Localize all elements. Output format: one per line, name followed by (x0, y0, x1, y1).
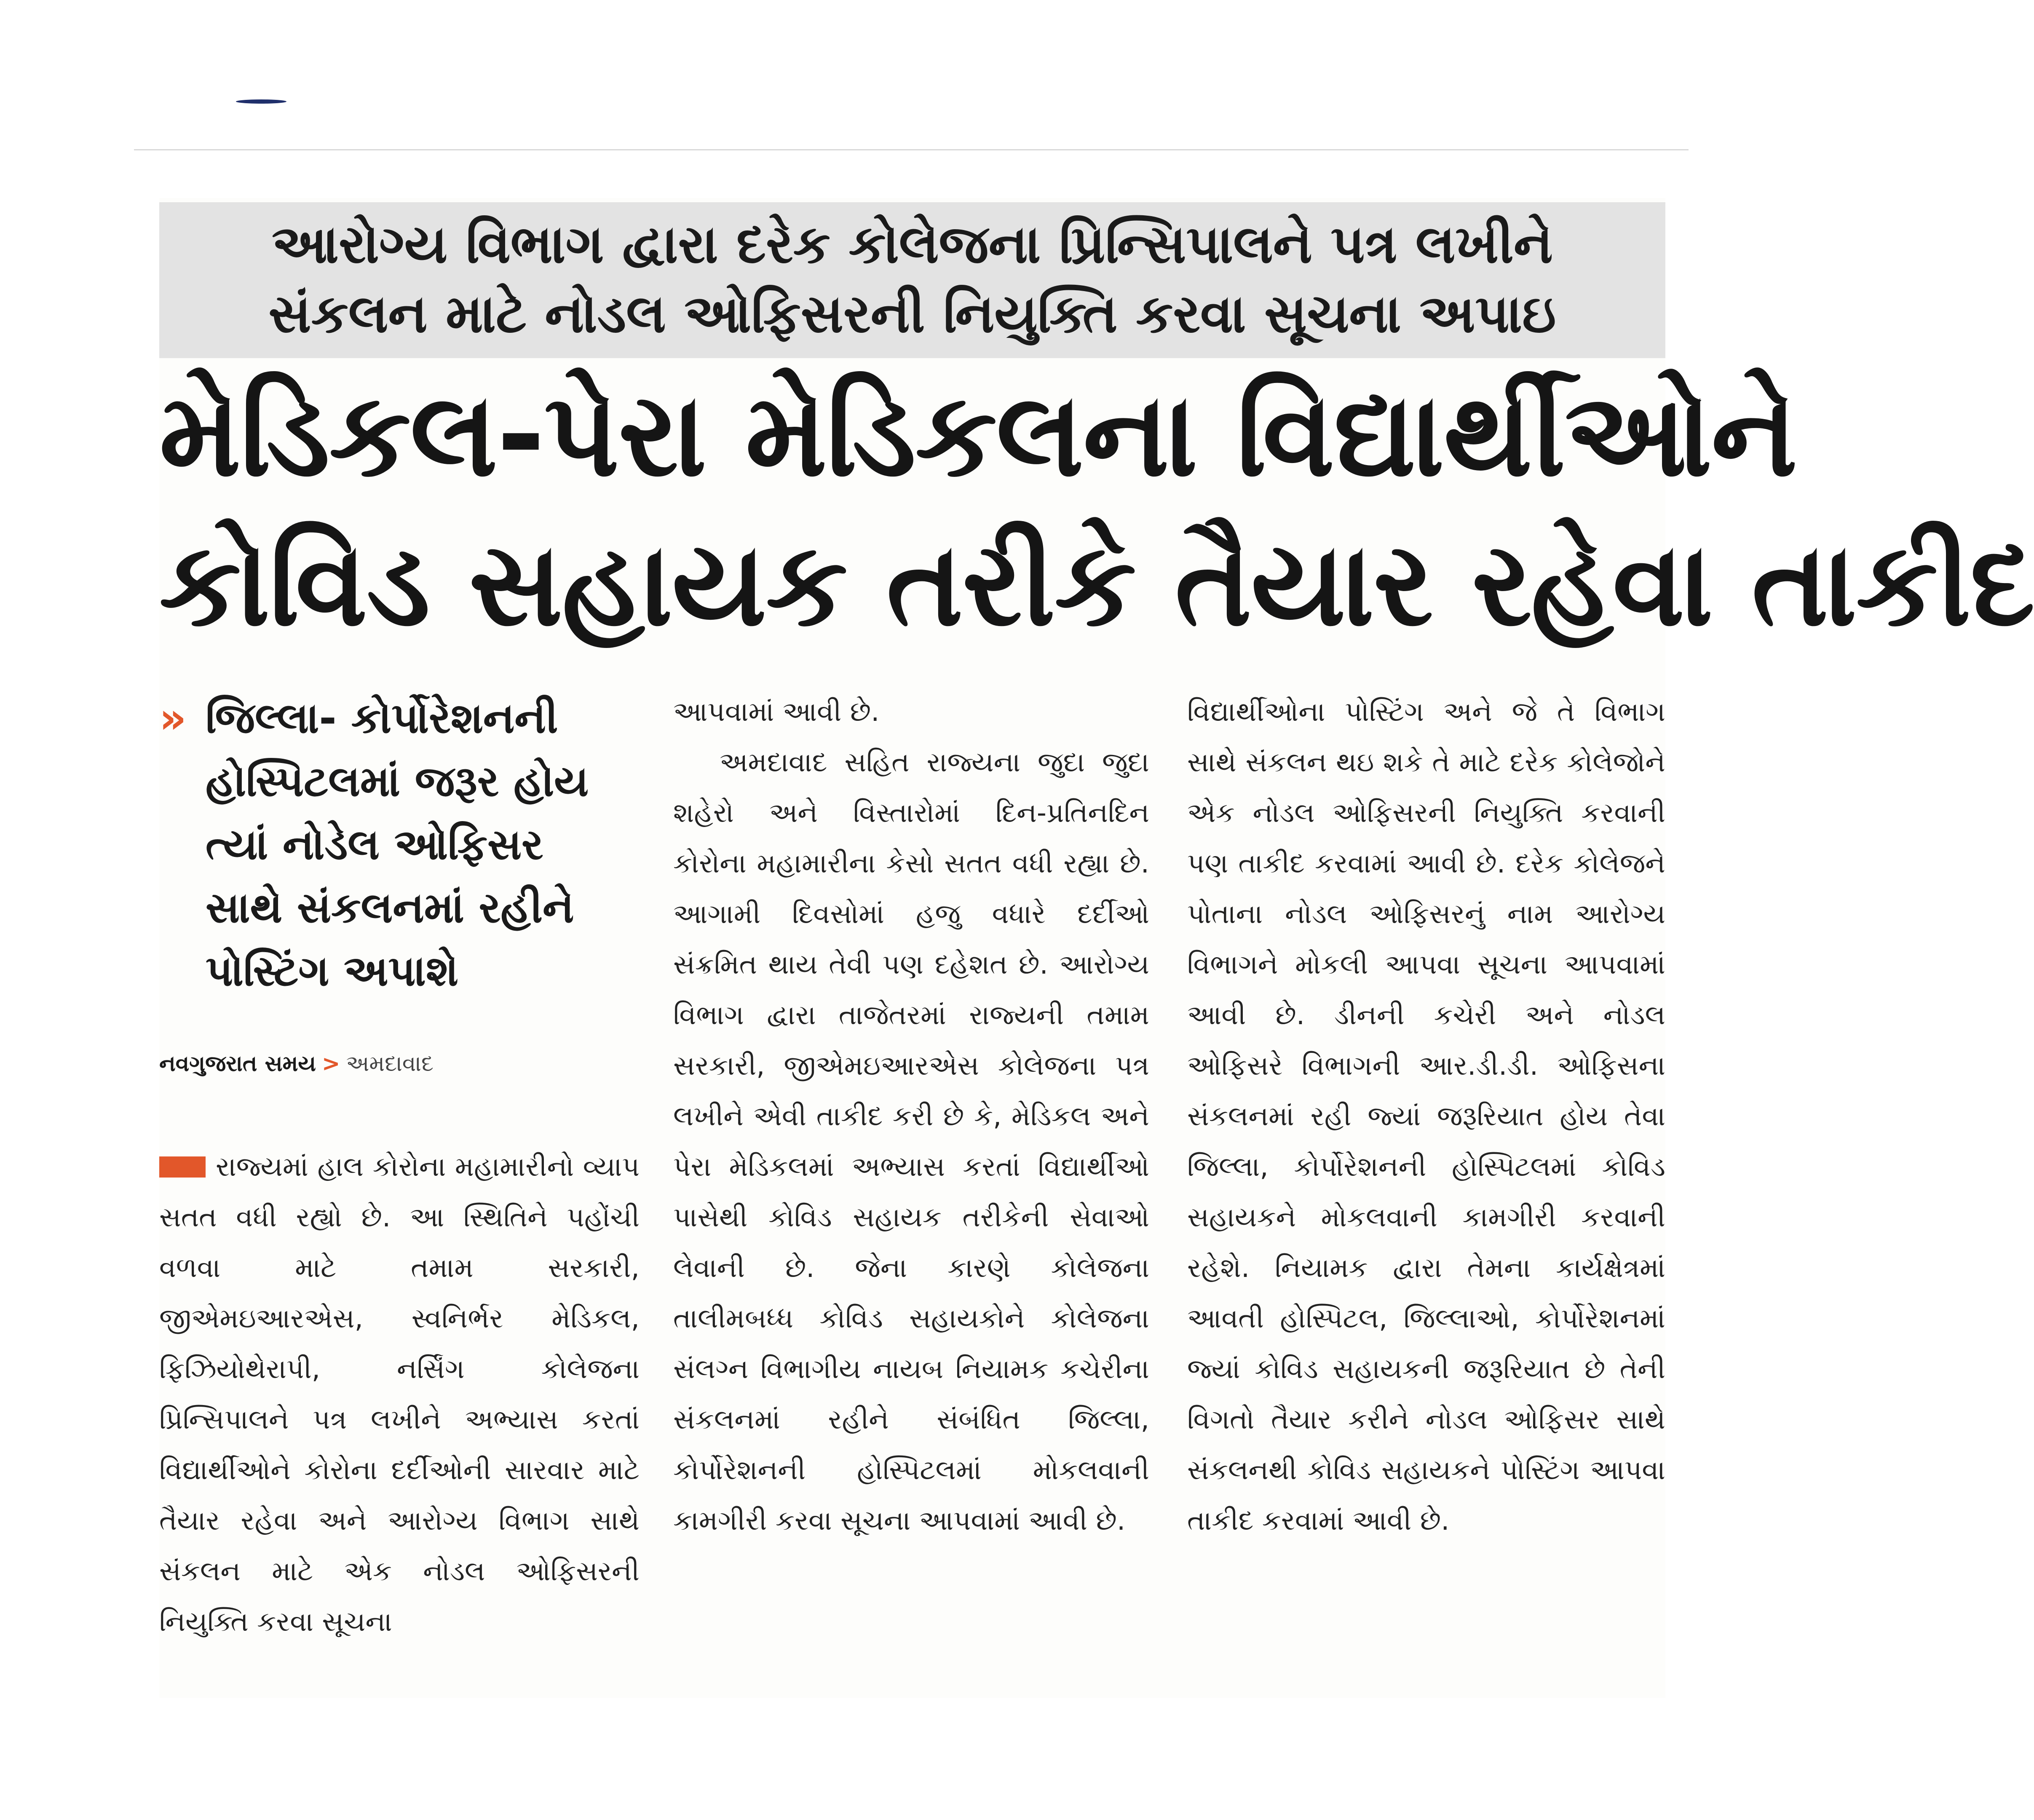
news-clipping (159, 198, 2034, 1698)
kicker-line-1: આરોગ્ય વિભાગ દ્વારા દરેક કોલેજના પ્રિન્સિપાલને પત્ર લખીને (271, 214, 1553, 275)
deck-line-5: પોસ્ટિંગ અપાશે (206, 946, 459, 996)
body-text-3: વિદ્યાર્થીઓના પોસ્ટિંગ અને જે તે વિભાગ સાથે સંકલન થઇ શકે તે માટે દરેક કોલેજોને એક નોડલ ઓફિસરની નિયુક્તિ કરવાની પણ તાકીદ કરવામાં આવી છે. દરેક કોલેજને પોતાના નોડલ ઓફિસરનું નામ આરોગ્ય વિભાગને મોકલી આપવા સૂચના આપવામાં આવી છે. ડીનની કચેરી અને નોડલ ઓફિસરે વિભાગની આર.ડી.ડી. ઓફિસના સંકલનમાં રહી જ્યાં જરૂરિયાત હોય તેવા જિલ્લા, કોર્પોરેશનની હોસ્પિટલમાં કોવિડ સહાયકને મોકલવાની કામગીરી કરવાની રહેશે. નિયામક દ્વારા તેમના કાર્યક્ષેત્રમાં આવતી હોસ્પિટલ, જિલ્લાઓ, કોર્પોરેશનમાં જ્યાં કોવિડ સહાયકની જરૂરિયાત છે તેની વિગતો તૈયાર કરીને નોડલ ઓફિસર સાથે સંકલનથી કોવિડ સહાયકને પોસ્ટિંગ આપવા તાકીદ કરવામાં આવી છે. (1187, 696, 1665, 1536)
kicker-line-2: સંકલન માટે નોડલ ઓફિસરની નિયુક્તિ કરવા સૂચના અપાઇ (268, 284, 1556, 345)
deck-line-4: સાથે સંકલનમાં રહીને (206, 883, 574, 932)
deck (159, 687, 640, 1003)
dateline-paper: નવગુજરાત સમય (159, 1051, 316, 1076)
deck-line-2: હોસ્પિટલમાં જરૂર હોય (206, 757, 589, 806)
dateline-city: અમદાવાદ (346, 1051, 434, 1076)
headline-line-1: મેડિકલ-પેરા મેડિકલના વિદ્યાર્થીઓને (159, 367, 1797, 502)
kicker-band (159, 202, 1665, 358)
body-text-2a: આપવામાં આવી છે. (673, 696, 880, 728)
deck-line-3: ત્યાં નોડેલ ઓફિસર (206, 820, 543, 869)
column-2 (673, 687, 1149, 1546)
column-1 (159, 687, 640, 1647)
body-text-2b: અમદાવાદ સહિત રાજ્યના જુદા જુદા શહેરો અને વિસ્તારોમાં દિન-પ્રતિનદિન કોરોના મહામારીના કેસો સતત વધી રહ્યા છે. આગામી દિવસોમાં હજુ વધારે દર્દીઓ સંક્રમિત થાય તેવી પણ દહેશત છે. આરોગ્ય વિભાગ દ્વારા તાજેતરમાં રાજ્યની તમામ સરકારી, જીએમઇઆરએસ કોલેજના પત્ર લખીને એવી તાકીદ કરી છે કે, મેડિકલ અને પેરા મેડિકલમાં અભ્યાસ કરતાં વિદ્યાર્થીઓ પાસેથી કોવિડ સહાયક તરીકેની સેવાઓ લેવાની છે. જેના કારણે કોલેજના તાલીમબધ્ધ કોવિડ સહાયકોને કોલેજના સંલગ્ન વિભાગીય નાયબ નિયામક કચેરીના સંકલનમાં રહીને સંબંધિત જિલ્લા, કોર્પોરેશનની હોસ્પિટલમાં મોકલવાની કામગીરી કરવા સૂચના આપવામાં આવી છે. (673, 747, 1149, 1536)
body-column-2 (673, 687, 1149, 1546)
column-3 (1187, 687, 1665, 1546)
headline-line-2: કોવિડ સહાયક તરીકે તૈયાર રહેવા તાકીદ (159, 517, 2034, 652)
double-chevron-icon: » (159, 693, 187, 743)
dateline (159, 1049, 640, 1079)
start-marker (159, 1156, 206, 1178)
body-column-3 (1187, 687, 1665, 1546)
headline (159, 360, 2034, 659)
dateline-separator: > (321, 1051, 340, 1076)
deck-line-1: જિલ્લા- કોર્પોરેશનની (206, 693, 558, 743)
body-column-1 (159, 1142, 640, 1647)
page-divider (134, 149, 1689, 150)
masthead-fragment (236, 99, 286, 104)
body-text-1: રાજ્યમાં હાલ કોરોના મહામારીનો વ્યાપ સતત વધી રહ્યો છે. આ સ્થિતિને પહોંચી વળવા માટે તમામ સરકારી, જીએમઇઆરએસ, સ્વનિર્ભર મેડિકલ, ફિઝિયોથેરાપી, નર્સિંગ કોલેજના પ્રિન્સિપાલને પત્ર લખીને અભ્યાસ કરતાં વિદ્યાર્થીઓને કોરોના દર્દીઓની સારવાર માટે તૈયાર રહેવા અને આરોગ્ય વિભાગ સાથે સંકલન માટે એક નોડલ ઓફિસરની નિયુક્તિ કરવા સૂચના (159, 1151, 640, 1638)
